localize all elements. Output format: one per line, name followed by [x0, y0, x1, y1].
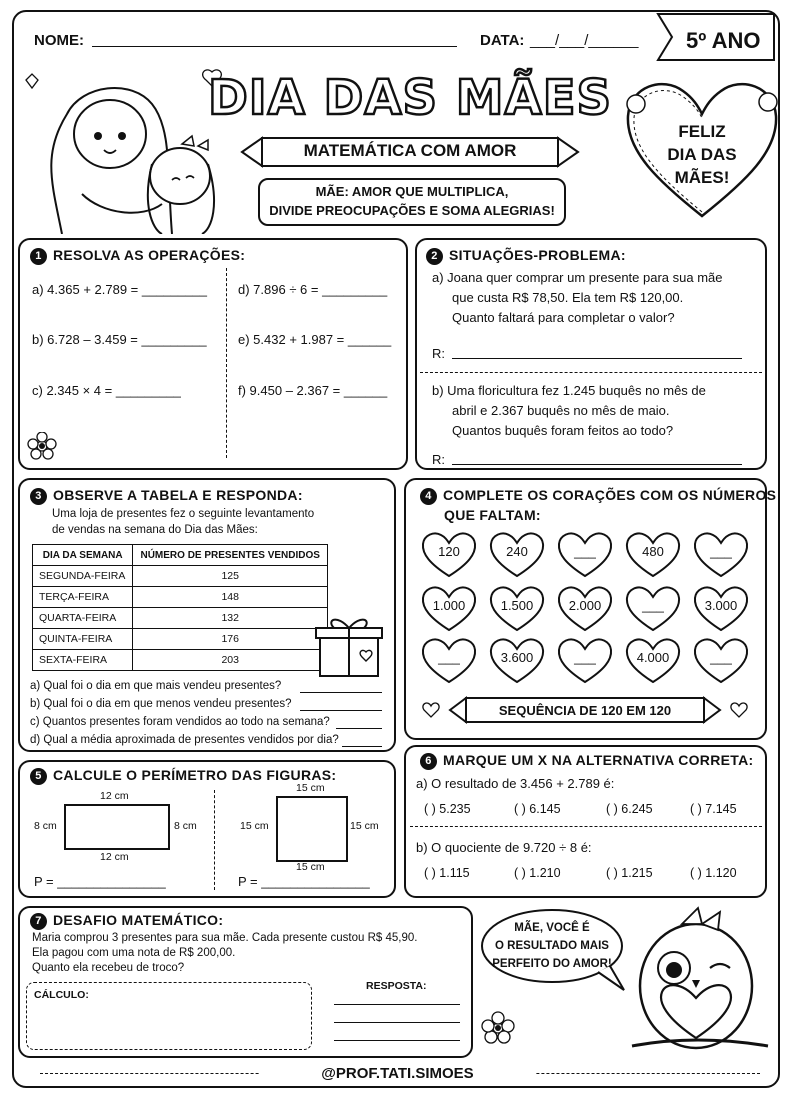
calc-label: CÁLCULO: — [34, 989, 89, 1001]
heart-cell[interactable] — [556, 636, 614, 684]
heart-value: ___ — [642, 598, 664, 613]
square-top-label: 15 cm — [296, 782, 325, 794]
q1-item-e[interactable]: e) 5.432 + 1.987 = ______ — [238, 332, 392, 347]
rectangle-figure — [64, 804, 170, 850]
heart-value: 1.500 — [500, 598, 534, 613]
q6-divider — [410, 826, 762, 827]
heart-value: 480 — [642, 544, 664, 559]
square-bottom-label: 15 cm — [296, 861, 325, 873]
heart-cell[interactable] — [624, 530, 682, 578]
q3-question-d: d) Qual a média aproximada de presentes vendidos por dia? — [30, 734, 339, 746]
heart-cell[interactable] — [420, 584, 478, 632]
q5-divider — [214, 790, 215, 890]
q3-question-c: c) Quantos presentes foram vendidos ao todo na semana? — [30, 716, 330, 728]
sales-table — [32, 544, 328, 671]
heart-text-1: FELIZ — [678, 122, 726, 141]
q2-a-line3: Quanto faltará para completar o valor? — [452, 310, 675, 325]
q6-number: 6 — [420, 753, 437, 770]
footer-credit: @PROF.TATI.SIMOES — [260, 1065, 535, 1082]
answer-label: RESPOSTA: — [366, 980, 427, 992]
table-row: QUARTA-FEIRA 132 — [33, 608, 328, 629]
q1-box — [18, 238, 408, 470]
q1-item-f[interactable]: f) 9.450 – 2.367 = ______ — [238, 383, 388, 398]
rect-left-label: 8 cm — [34, 820, 57, 832]
square-left-label: 15 cm — [240, 820, 269, 832]
table-row: SEXTA-FEIRA 203 — [33, 650, 328, 671]
q7-title: 7 DESAFIO MATEMÁTICO: — [30, 912, 223, 930]
q2-title: 2 SITUAÇÕES-PROBLEMA: — [426, 247, 626, 265]
q6-b-option-4[interactable]: ( ) 1.120 — [690, 866, 737, 880]
heart-value: 4.000 — [636, 650, 670, 665]
q1-item-b[interactable]: b) 6.728 – 3.459 = _________ — [32, 332, 207, 347]
heart-text-2: DIA DAS — [667, 145, 737, 164]
answer-line-2[interactable] — [334, 1022, 460, 1023]
table-row: SEGUNDA-FEIRA 125 — [33, 566, 328, 587]
square-figure — [276, 796, 348, 862]
q7-line-1: Maria comprou 3 presentes para sua mãe. Cada presente custou R$ 45,90. — [32, 932, 418, 944]
col-header-day: DIA DA SEMANA — [33, 545, 133, 566]
heart-cell[interactable] — [624, 636, 682, 684]
heart-value: 3.600 — [500, 650, 534, 665]
q1-divider — [226, 268, 227, 458]
heart-value: ___ — [438, 650, 460, 665]
heart-value: 3.000 — [704, 598, 738, 613]
heart-value: ___ — [710, 544, 732, 559]
q2-b-line3: Quantos buquês foram feitos ao todo? — [452, 423, 674, 438]
heart-cell[interactable] — [556, 530, 614, 578]
heart-cell[interactable] — [488, 530, 546, 578]
grade-label: 5º ANO — [686, 28, 761, 53]
gift-box-icon — [312, 612, 390, 680]
q2-a-answer-label: R: — [432, 346, 445, 361]
answer-line-1[interactable] — [334, 1004, 460, 1005]
q4-number: 4 — [420, 488, 437, 505]
q7-line-3: Quanto ela recebeu de troco? — [32, 962, 185, 974]
q3-intro-2: de vendas na semana do Dia das Mães: — [52, 524, 258, 536]
answer-line-3[interactable] — [334, 1040, 460, 1041]
heart-value: 120 — [438, 544, 460, 559]
q2-a-line2: que custa R$ 78,50. Ela tem R$ 120,00. — [452, 290, 684, 305]
q7-number: 7 — [30, 913, 47, 930]
q5-perimeter-1[interactable]: P = _______________ — [34, 874, 166, 889]
heart-cell[interactable] — [488, 584, 546, 632]
q1-item-d[interactable]: d) 7.896 ÷ 6 = _________ — [238, 282, 388, 297]
q2-a-answer-line[interactable] — [452, 358, 742, 359]
q6-b-option-1[interactable]: ( ) 1.115 — [424, 866, 470, 880]
rect-bottom-label: 12 cm — [100, 851, 129, 863]
q6-a-option-2[interactable]: ( ) 6.145 — [514, 802, 561, 816]
heart-cell[interactable] — [692, 584, 750, 632]
heart-value: ___ — [574, 650, 596, 665]
rect-right-label: 8 cm — [174, 820, 197, 832]
q1-item-c[interactable]: c) 2.345 × 4 = _________ — [32, 383, 181, 398]
date-label: DATA: — [480, 32, 525, 49]
q7-line-2: Ela pagou com uma nota de R$ 200,00. — [32, 947, 236, 959]
quote-line-2: DIVIDE PREOCUPAÇÕES E SOMA ALEGRIAS! — [269, 203, 555, 218]
owl-bubble-line-2: O RESULTADO MAIS — [495, 940, 609, 952]
q2-number: 2 — [426, 248, 443, 265]
q6-a-question: a) O resultado de 3.456 + 2.789 é: — [416, 776, 615, 791]
q3-question-b: b) Qual foi o dia em que menos vendeu presentes? — [30, 698, 292, 710]
q6-a-option-3[interactable]: ( ) 6.245 — [606, 802, 653, 816]
q2-divider — [420, 372, 762, 373]
date-field[interactable]: ___/___/______ — [530, 32, 639, 49]
q3-answer-d[interactable] — [342, 746, 382, 747]
q1-title: 1 RESOLVA AS OPERAÇÕES: — [30, 247, 245, 265]
q3-answer-c[interactable] — [336, 728, 382, 729]
heart-text-3: MÃES! — [674, 168, 730, 187]
owl-bubble-line-1: MÃE, VOCÊ É — [514, 922, 590, 934]
q2-b-line1: b) Uma floricultura fez 1.245 buquês no mês de — [432, 383, 706, 398]
main-title: DIA DAS MÃES — [207, 70, 613, 126]
heart-cell[interactable] — [420, 530, 478, 578]
q5-perimeter-2[interactable]: P = _______________ — [238, 874, 370, 889]
heart-value: ___ — [710, 650, 732, 665]
name-label: NOME: — [34, 32, 84, 49]
q5-number: 5 — [30, 768, 47, 785]
heart-cell[interactable] — [692, 530, 750, 578]
col-header-count: NÚMERO DE PRESENTES VENDIDOS — [133, 545, 328, 566]
q3-question-a: a) Qual foi o dia em que mais vendeu presentes? — [30, 680, 282, 692]
heart-cell[interactable] — [692, 636, 750, 684]
rect-top-label: 12 cm — [100, 790, 129, 802]
q3-number: 3 — [30, 488, 47, 505]
heart-cell[interactable] — [488, 636, 546, 684]
q2-b-answer-label: R: — [432, 452, 445, 467]
flower-icon — [26, 432, 66, 464]
heart-value: ___ — [574, 544, 596, 559]
flower-icon — [474, 1010, 524, 1054]
q6-b-question: b) O quociente de 9.720 ÷ 8 é: — [416, 840, 592, 855]
owl-bubble-line-3: PERFEITO DO AMOR! — [492, 958, 612, 970]
heart-cell[interactable] — [624, 584, 682, 632]
heart-value: 1.000 — [432, 598, 466, 613]
table-row: TERÇA-FEIRA 148 — [33, 587, 328, 608]
q3-title: 3 OBSERVE A TABELA E RESPONDA: — [30, 487, 303, 505]
name-field[interactable] — [92, 46, 457, 47]
q4-title-2: QUE FALTAM: — [444, 507, 541, 523]
q1-item-a[interactable]: a) 4.365 + 2.789 = _________ — [32, 282, 207, 297]
heart-value: 240 — [506, 544, 528, 559]
q2-a-line1: a) Joana quer comprar um presente para sua mãe — [432, 270, 723, 285]
q4-title-1: 4 COMPLETE OS CORAÇÕES COM OS NÚMEROS — [420, 487, 776, 505]
q6-a-option-4[interactable]: ( ) 7.145 — [690, 802, 737, 816]
q2-b-answer-line[interactable] — [452, 464, 742, 465]
q3-answer-b[interactable] — [300, 710, 382, 711]
owl-illustration — [622, 898, 772, 1058]
q1-number: 1 — [30, 248, 47, 265]
q6-b-option-3[interactable]: ( ) 1.215 — [606, 866, 653, 880]
q6-a-option-1[interactable]: ( ) 5.235 — [424, 802, 471, 816]
q3-answer-a[interactable] — [300, 692, 382, 693]
q6-title: 6 MARQUE UM X NA ALTERNATIVA CORRETA: — [420, 752, 753, 770]
q3-intro-1: Uma loja de presentes fez o seguinte levantamento — [52, 508, 315, 520]
q5-title: 5 CALCULE O PERÍMETRO DAS FIGURAS: — [30, 767, 336, 785]
subtitle: MATEMÁTICA COM AMOR — [303, 141, 517, 160]
q6-b-option-2[interactable]: ( ) 1.210 — [514, 866, 561, 880]
square-right-label: 15 cm — [350, 820, 379, 832]
table-row: QUINTA-FEIRA 176 — [33, 629, 328, 650]
heart-cell[interactable] — [556, 584, 614, 632]
quote-line-1: MÃE: AMOR QUE MULTIPLICA, — [315, 184, 509, 199]
q2-b-line2: abril e 2.367 buquês no mês de maio. — [452, 403, 670, 418]
sequence-banner: SEQUÊNCIA DE 120 EM 120 — [498, 703, 672, 718]
heart-value: 2.000 — [568, 598, 602, 613]
heart-cell[interactable] — [420, 636, 478, 684]
